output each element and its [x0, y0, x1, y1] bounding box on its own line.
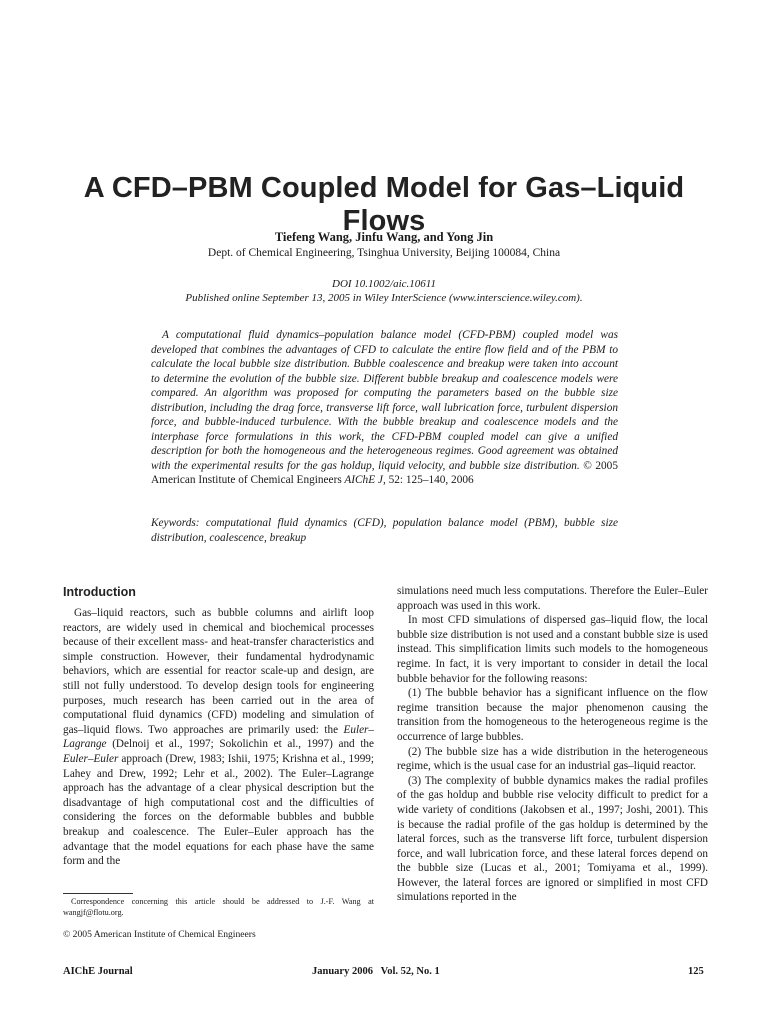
intro-paragraph-3: (1) The bubble behavior has a significant influence on the flow regime transition because the major phenomenon causing the transition from the homogeneous to the heterogeneous regime is the occurrence of large bubbles.	[397, 687, 708, 743]
correspondence-footnote: Correspondence concerning this article should be addressed to J.-F. Wang at wangjf@flotu.org.	[63, 897, 374, 917]
abstract	[151, 328, 618, 488]
footnote-divider	[63, 893, 133, 894]
abstract-text: A computational fluid dynamics–population balance model (CFD-PBM) coupled model was developed that combines the advantages of CFD to calculate the entire flow field and of the PBM to calculate the local bubble size distribution. Bubble coalescence and breakup were taken into account to determine the evolution of the bubble size. Different bubble breakup and coalescence models were compared. An algorithm was proposed for computing the parameters based on the bubble size distribution, including the drag force, transverse lift force, wall lubrication force, turbulent dispersion force, and bubble-induced turbulence. With the bubble breakup and coalescence models and the interphase force formulations in this work, the CFD-PBM coupled model can give a unified description for both the homogeneous and the heterogeneous regimes. Good agreement was obtained with the experimental results for the gas holdup, liquid velocity, and bubble size distribution.	[151, 329, 618, 472]
intro-paragraph-2: In most CFD simulations of dispersed gas–liquid flow, the local bubble size distribution is not used and a constant bubble size is used instead. This simplification limits such models to the homogeneous regime. In fact, it is very important to consider in detail the local bubble behavior for the following reasons:	[397, 614, 708, 685]
intro-paragraph-1-continued: simulations need much less computations. Therefore the Euler–Euler approach was used in this work.	[397, 585, 708, 612]
right-column	[397, 584, 708, 905]
left-column	[63, 584, 374, 869]
doi: DOI 10.1002/aic.10611	[332, 278, 436, 290]
intro-paragraph-1: Gas–liquid reactors, such as bubble columns and airlift loop reactors, are widely used in chemical and biochemical processes because of their excellent mass- and heat-transfer characteristics and simple construction. However, their fundamental hydrodynamic behaviors, which are essential for reactor scale-up and design, are still not fully understood. To develop design tools for engineering purposes, much research has been carried out in the area of computational fluid dynamics (CFD) modeling and simulation of gas–liquid flows. Two approaches are primarily used: the Euler–Lagrange (Delnoij et al., 1997; Sokolichin et al., 1997) and the Euler–Euler approach (Drew, 1983; Ishii, 1975; Krishna et al., 1999; Lahey and Drew, 1992; Lehr et al., 2002). The Euler–Lagrange approach has the advantage of a clear physical description but the disadvantage of high computational cost and the difficulties of considering the forces on the deformable bubbles and bubble breakup and coalescence. The Euler–Euler approach has the advantage that the model equations for each phase have the same form and the	[63, 607, 374, 868]
footer-issue: January 2006 Vol. 52, No. 1	[312, 966, 440, 977]
abstract-journal: AIChE J,	[344, 474, 386, 486]
intro-paragraph-5: (3) The complexity of bubble dynamics makes the radial profiles of the gas holdup and bubble rise velocity difficult to predict for a wide variety of conditions (Jakobsen et al., 1997; Joshi, 2001). This is because the radial profile of the gas holdup is determined by the lateral forces, such as the transverse lift force, turbulent dispersion force, and wall lubrication force, and these lateral forces depend on the bubble size (Lucas et al., 2001; Tomiyama et al., 1999). However, the lateral forces are ignored or simplified in most CFD simulations reported in the	[397, 774, 708, 904]
copyright-note: © 2005 American Institute of Chemical Engineers	[63, 929, 256, 940]
affiliation: Dept. of Chemical Engineering, Tsinghua University, Beijing 100084, China	[207, 247, 561, 259]
abstract-citation: 52: 125–140, 2006	[388, 474, 474, 486]
abstract-copyright: © 2005 American Institute of Chemical Engineers	[151, 459, 618, 486]
footer-journal: AIChE Journal	[63, 966, 133, 977]
section-heading-introduction: Introduction	[63, 585, 136, 599]
intro-paragraph-4: (2) The bubble size has a wide distribution in the heterogeneous regime, which is the usual case for an industrial gas–liquid reactor.	[397, 745, 708, 773]
publication-info: Published online September 13, 2005 in Wiley InterScience (www.interscience.wiley.com).	[185, 292, 583, 304]
author-list: Tiefeng Wang, Jinfu Wang, and Yong Jin	[274, 230, 494, 244]
keywords: Keywords: computational fluid dynamics (CFD), population balance model (PBM), bubble size distribution, coalescence, breakup	[151, 517, 618, 544]
paper-title: A CFD–PBM Coupled Model for Gas–Liquid Flows	[83, 172, 685, 237]
footer-page-number: 125	[688, 966, 704, 977]
